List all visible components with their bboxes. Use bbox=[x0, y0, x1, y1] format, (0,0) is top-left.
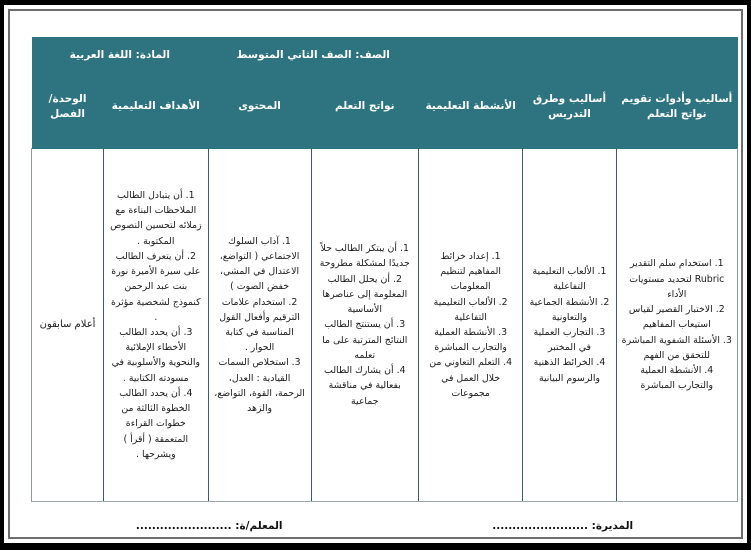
list-item: 3. استخلاص السمات القيادية : العدل، الرحمة، القوة، التواضع، والزهد bbox=[214, 357, 305, 415]
column-header-content: المحتوى bbox=[208, 72, 311, 149]
list-item: 2. الأنشطة الجماعية والتعاونية bbox=[529, 296, 610, 323]
column-header-objectives: الأهداف التعليمية bbox=[104, 72, 208, 149]
list-item: 3. التجارب العملية في المختبر bbox=[533, 327, 606, 354]
grade-label: الصف: الصف الثاني المتوسط bbox=[208, 37, 418, 72]
list-item: 3. الأنشطة العملية والتجارب المباشرة bbox=[434, 327, 508, 354]
lesson-plan-table bbox=[31, 37, 738, 502]
column-header-outcomes: نواتج التعلم bbox=[311, 72, 418, 149]
lesson-plan-sheet bbox=[19, 20, 733, 532]
list-item: 4. أن يحدد الطالب الخطوة الثالثة من خطوات القراءة المتعمقة ( أقرأ ) ويشرحها . bbox=[119, 387, 193, 460]
list-item: 2. الاختبار القصير لقياس استيعاب المفاهيم bbox=[628, 304, 725, 331]
cell-content bbox=[208, 149, 311, 502]
list-item: 4. التعلم التعاوني من خلال العمل في مجموعات bbox=[429, 357, 513, 399]
cell-methods bbox=[523, 149, 616, 502]
cell-objectives bbox=[104, 149, 208, 502]
list-item: 3. أن يحدد الطالب الأخطاء الإملائية والنحوية والأسلوبية في مسودته الكتابية . bbox=[111, 327, 200, 384]
teacher-signature bbox=[136, 520, 283, 532]
column-header-assessment: أساليب وأدوات تقويم نواتج التعلم bbox=[616, 72, 737, 149]
table-row bbox=[32, 149, 738, 502]
director-dots: ........................ bbox=[492, 520, 588, 532]
list-item: 1. أن يبتكر الطالب حلاً جديدًا لمشكلة مطروحة bbox=[319, 243, 410, 270]
list-item: 3. الأسئلة الشفوية المباشرة للتحقق من الفهم bbox=[621, 334, 732, 361]
cell-outcomes bbox=[311, 149, 418, 502]
meta-header-row bbox=[32, 37, 738, 72]
page-frame-inner-border bbox=[8, 9, 743, 539]
list-item: 4. الخرائط الذهنية والرسوم البيانية bbox=[533, 357, 606, 384]
list-item: 2. أن يتعرف الطالب على سيرة الأميرة نورة بنت عبد الرحمن كنموذج لشخصية مؤثرة . bbox=[111, 250, 201, 323]
list-item: 2. أن يحلل الطالب المعلومة إلى عناصرها الأساسية bbox=[322, 273, 408, 316]
list-item: 2. الألعاب التعليمية التفاعلية bbox=[433, 296, 508, 323]
list-item: 1. آداب السلوك الاجتماعي ( التواضع، الاعتدال في المشي، خفض الصوت ) bbox=[219, 235, 300, 293]
teacher-label: المعلم/ة: bbox=[235, 520, 283, 532]
column-header-activities: الأنشطة التعليمية bbox=[418, 72, 522, 149]
director-signature bbox=[492, 520, 633, 532]
column-header-methods: أساليب وطرق التدريس bbox=[523, 72, 616, 149]
cell-unit: أعلام سابقون bbox=[32, 149, 104, 502]
list-item: 2. استخدام علامات الترقيم وأفعال القول المناسبة في كتابة الحوار . bbox=[219, 296, 300, 354]
column-header-unit: الوحدة/الفصل bbox=[32, 72, 104, 149]
list-item: 1. إعداد خرائط المفاهيم لتنظيم المعلومات bbox=[440, 250, 502, 293]
list-item: 4. الأنشطة العملية والتجارب المباشرة bbox=[640, 365, 714, 392]
list-item: 1. الألعاب التعليمية التفاعلية bbox=[532, 266, 607, 293]
list-item: 1. أن يتبادل الطالب الملاحظات البناءة مع زملائه لتحسين النصوص المكتوبة . bbox=[110, 189, 202, 247]
teacher-dots: ........................ bbox=[135, 520, 232, 532]
list-item: 1. استخدام سلم التقدير Rubric لتحديد مستويات الأداء bbox=[629, 258, 725, 300]
list-item: 3. أن يستنتج الطالب النتائج المترتبة على ما تعلمه bbox=[322, 319, 408, 361]
cell-assessment bbox=[616, 149, 737, 502]
signature-row bbox=[31, 520, 738, 532]
director-label: المديرة: bbox=[591, 520, 634, 532]
list-item: 4. أن يشارك الطالب بفعالية في مناقشة جماعية bbox=[323, 365, 406, 407]
cell-activities bbox=[418, 149, 522, 502]
subject-label: المادة: اللغة العربية bbox=[32, 37, 209, 72]
column-header-row bbox=[32, 72, 738, 149]
meta-spacer bbox=[418, 37, 737, 72]
